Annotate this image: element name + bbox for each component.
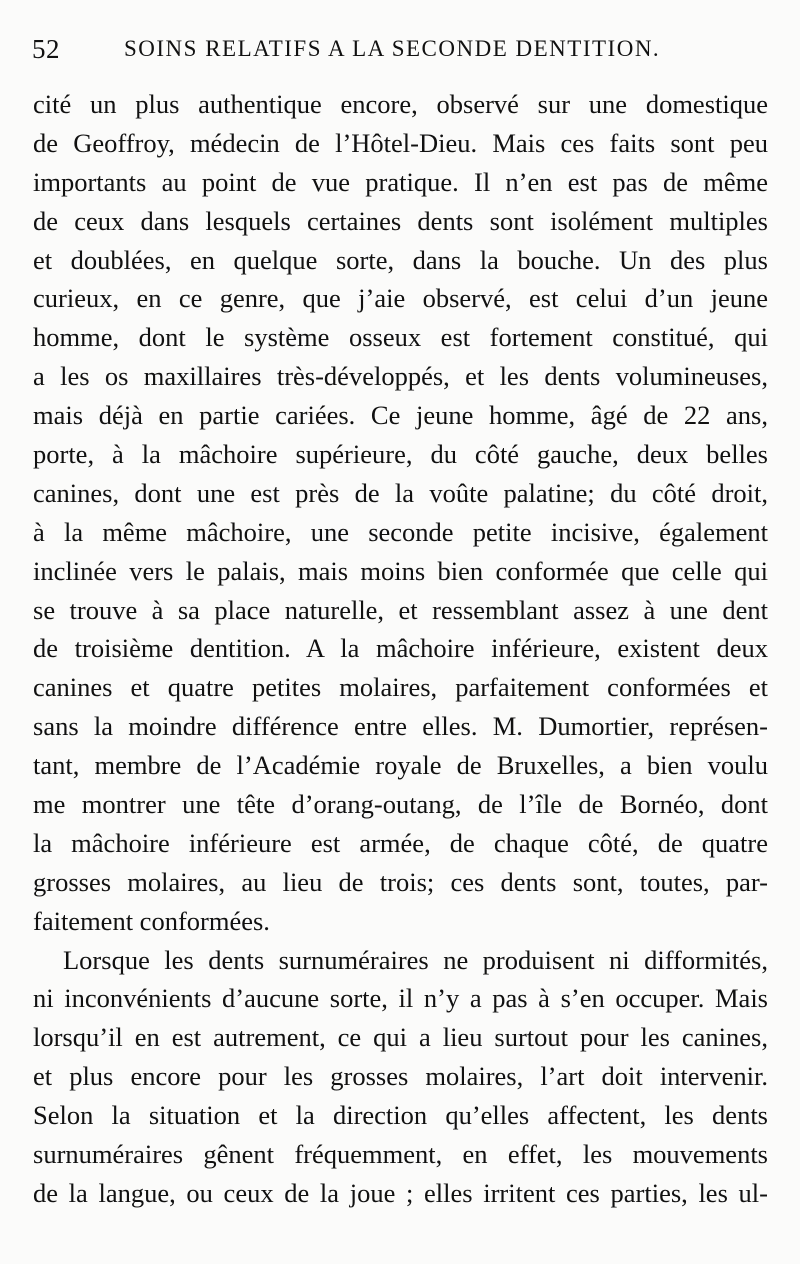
text-line: tant, membre de l’Académie royale de Bruxelles, a bien voulu <box>33 750 768 781</box>
text-line: canines et quatre petites molaires, parfaitement conformées et <box>33 672 768 703</box>
text-line: inclinée vers le palais, mais moins bien conformée que celle qui <box>33 555 768 586</box>
text-line: curieux, en ce genre, que j’aie observé, est celui d’un jeune <box>33 283 768 314</box>
text-line: cité un plus authentique encore, observé sur une domestique <box>33 89 768 119</box>
text-line: de la langue, ou ceux de la joue ; elles irritent ces parties, les ul- <box>33 1177 768 1208</box>
text-line: me montrer une tête d’orang-outang, de l’île de Bornéo, dont <box>33 789 768 820</box>
text-line: et plus encore pour les grosses molaires, l’art doit intervenir. <box>33 1061 768 1092</box>
text-line: homme, dont le système osseux est fortement constitué, qui <box>33 322 768 353</box>
text-line: à la même mâchoire, une seconde petite incisive, également <box>33 516 768 547</box>
text-line: la mâchoire inférieure est armée, de chaque côté, de quatre <box>33 827 768 858</box>
text-line: de Geoffroy, médecin de l’Hôtel-Dieu. Mais ces faits sont peu <box>33 127 768 158</box>
text-line: sans la moindre différence entre elles. M. Dumortier, représen- <box>33 711 768 742</box>
page-header <box>32 34 752 64</box>
text-line: mais déjà en partie cariées. Ce jeune homme, âgé de 22 ans, <box>33 400 768 431</box>
text-line: faitement conformées. <box>33 905 270 936</box>
text-line: ni inconvénients d’aucune sorte, il n’y a pas à s’en occuper. Mais <box>33 983 768 1014</box>
text-line: Selon la situation et la direction qu’elles affectent, les dents <box>33 1100 768 1131</box>
text-line: grosses molaires, au lieu de trois; ces dents sont, toutes, par- <box>33 866 768 897</box>
running-title: SOINS RELATIFS A LA SECONDE DENTITION. <box>124 36 661 61</box>
page-number: 52 <box>32 34 60 64</box>
text-line: a les os maxillaires très-développés, et les dents volumineuses, <box>33 361 768 392</box>
text-line: surnuméraires gênent fréquemment, en effet, les mouvements <box>33 1139 768 1170</box>
text-line: porte, à la mâchoire supérieure, du côté gauche, deux belles <box>33 439 768 470</box>
text-line: lorsqu’il en est autrement, ce qui a lieu surtout pour les canines, <box>33 1022 768 1053</box>
text-line: de troisième dentition. A la mâchoire inférieure, existent deux <box>33 633 768 664</box>
text-line: de ceux dans lesquels certaines dents sont isolément multiples <box>33 205 768 236</box>
body-text <box>33 85 768 1213</box>
text-line: importants au point de vue pratique. Il n’en est pas de même <box>33 166 768 197</box>
text-line: Lorsque les dents surnuméraires ne produisent ni difformités, <box>63 944 768 975</box>
text-line: se trouve à sa place naturelle, et ressemblant assez à une dent <box>33 594 768 625</box>
text-line: et doublées, en quelque sorte, dans la bouche. Un des plus <box>33 244 768 275</box>
text-line: canines, dont une est près de la voûte palatine; du côté droit, <box>33 477 768 508</box>
